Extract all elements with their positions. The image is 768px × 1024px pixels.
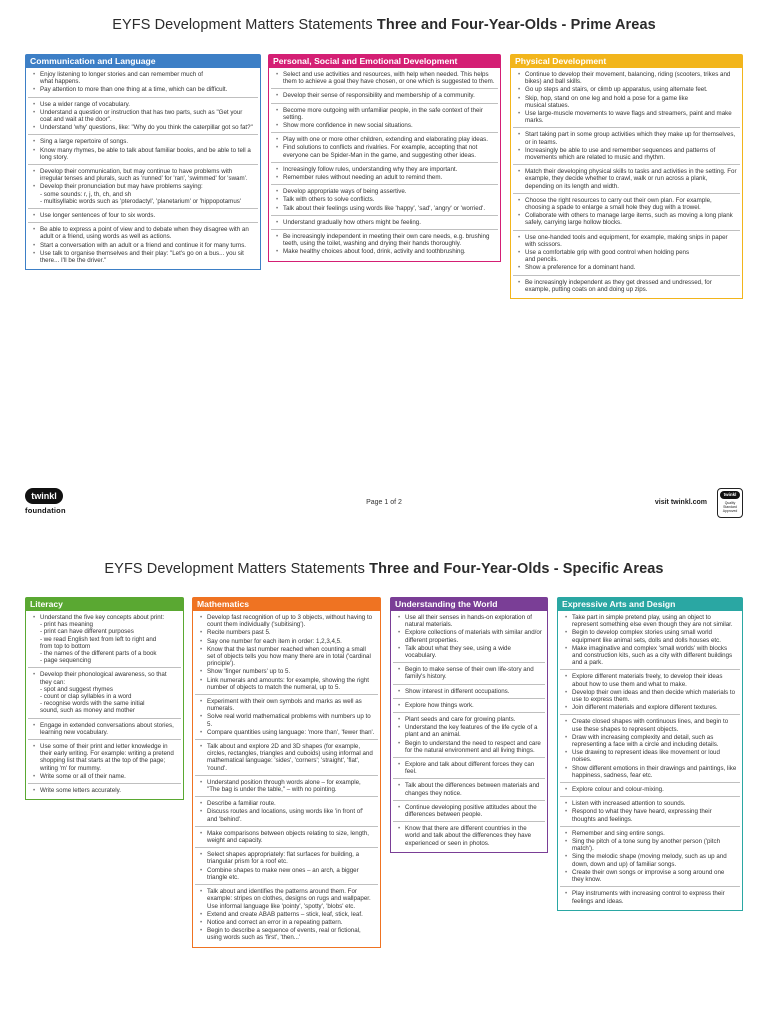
statement-group	[28, 209, 258, 223]
statement-group	[195, 695, 378, 740]
title-emphasis: Three and Four-Year-Olds - Prime Areas	[376, 17, 656, 33]
area-statements	[268, 68, 501, 262]
statement-group	[560, 783, 740, 797]
statement-item: • Know that the last number reached when counting a small set of objects tells you how many there are in total ('cardinal principle').	[198, 646, 375, 668]
statement-item: • Explore and talk about different forces they can feel.	[396, 761, 542, 775]
area-column-personal-social-and-emotional-development	[268, 54, 501, 262]
area-column-literacy	[25, 597, 184, 800]
area-header: Literacy	[25, 597, 184, 611]
statement-item: • Compare quantities using language: 'more than', 'fewer than'.	[198, 729, 375, 736]
statement-item: • Show different emotions in their drawings and paintings, like happiness, sadness, fear etc.	[563, 765, 737, 779]
area-header: Communication and Language	[25, 54, 261, 68]
statement-item: • Collaborate with others to manage large items, such as moving a long plank safely, carrying large hollow blocks.	[516, 212, 737, 226]
statement-item: • Develop their communication, but may continue to have problems with irregular tenses and plurals, such as 'runned' for 'ran', 'swimmed' for 'swam'.	[31, 168, 255, 182]
area-column-understanding-the-world	[390, 597, 548, 853]
statement-item: • Notice and correct an error in a repeating pattern.	[198, 919, 375, 926]
statement-item: • Play instruments with increasing control to express their feelings and ideas.	[563, 890, 737, 904]
statement-item: • Know many rhymes, be able to talk about familiar books, and be able to tell a long story.	[31, 147, 255, 161]
statement-item: • Understand a question or instruction that has two parts, such as "Get your coat and wait at the door".	[31, 109, 255, 123]
statement-group	[513, 276, 740, 296]
statement-group	[28, 668, 181, 718]
title-emphasis: Three and Four-Year-Olds - Specific Areas	[369, 561, 664, 577]
statement-group	[195, 885, 378, 944]
statement-group	[393, 663, 545, 684]
statement-group	[560, 797, 740, 827]
statement-item: • Develop fast recognition of up to 3 objects, without having to count them individually ('subitising').	[198, 614, 375, 628]
statement-item: • Use all their senses in hands-on exploration of natural materials.	[396, 614, 542, 628]
statement-group	[560, 887, 740, 907]
statement-group	[560, 611, 740, 670]
statement-group	[393, 801, 545, 822]
area-header: Personal, Social and Emotional Development	[268, 54, 501, 68]
statement-group	[513, 231, 740, 276]
badge-caption: Quality Standard Approved	[722, 501, 738, 513]
statement-group	[271, 216, 498, 230]
statement-item: • Show interest in different occupations.	[396, 688, 542, 695]
statement-group	[271, 89, 498, 103]
statement-item: • Sing a large repertoire of songs.	[31, 138, 255, 145]
statement-group	[560, 715, 740, 783]
statement-item: • Talk about their feelings using words like 'happy', 'sad', 'angry' or 'worried'.	[274, 205, 495, 212]
statement-group	[393, 758, 545, 779]
statement-group	[28, 611, 181, 668]
statement-item: • Understand the key features of the life cycle of a plant and an animal.	[396, 724, 542, 738]
statement-item: • Talk about the differences between materials and changes they notice.	[396, 782, 542, 796]
statement-item: • Develop their phonological awareness, so that they can: - spot and suggest rhymes - count or clap syllables in a word - recognise words with the same initial sound, such as money and mother	[31, 671, 178, 714]
area-header: Understanding the World	[390, 597, 548, 611]
page-title-specific-areas	[0, 561, 768, 577]
statement-item: • Develop their sense of responsibility and membership of a community.	[274, 92, 495, 99]
statement-item: • Continue developing positive attitudes about the differences between people.	[396, 804, 542, 818]
statement-item: • Show 'finger numbers' up to 5.	[198, 668, 375, 675]
statement-item: • Talk with others to solve conflicts.	[274, 196, 495, 203]
statement-group	[28, 784, 181, 797]
statement-group	[195, 827, 378, 848]
statement-item: • Solve real world mathematical problems with numbers up to 5.	[198, 713, 375, 727]
statement-group	[393, 713, 545, 758]
statement-item: • Explore how things work.	[396, 702, 542, 709]
statement-group	[28, 68, 258, 98]
statement-item: • Show more confidence in new social situations.	[274, 122, 495, 129]
statement-item: • Explore collections of materials with similar and/or different properties.	[396, 629, 542, 643]
statement-group	[271, 133, 498, 163]
statement-item: • Write some letters accurately.	[31, 787, 178, 794]
statement-item: • Create closed shapes with continuous lines, and begin to use these shapes to represent objects.	[563, 718, 737, 732]
statement-group	[195, 848, 378, 885]
area-column-communication-and-language	[25, 54, 261, 270]
statement-item: • Remember rules without needing an adult to remind them.	[274, 174, 495, 181]
badge-wordmark: twinkl	[720, 491, 740, 499]
statement-item: • Develop their own ideas and then decide which materials to use to express them.	[563, 689, 737, 703]
statement-item: • Choose the right resources to carry out their own plan. For example, choosing a spade to enlarge a small hole they dug with a trowel.	[516, 197, 737, 211]
statement-item: • Create their own songs or improvise a song around one they know.	[563, 869, 737, 883]
statement-item: • Engage in extended conversations about stories, learning new vocabulary.	[31, 722, 178, 736]
statement-item: • Respond to what they have heard, expressing their thoughts and feelings.	[563, 808, 737, 822]
statement-item: • Use a wider range of vocabulary.	[31, 101, 255, 108]
statement-item: • Increasingly be able to use and remember sequences and patterns of movements which are related to music and rhythm.	[516, 147, 737, 161]
statement-group	[513, 68, 740, 128]
statement-group	[195, 776, 378, 797]
statement-item: • Combine shapes to make new ones – an arch, a bigger triangle etc.	[198, 867, 375, 881]
visit-link[interactable]: visit twinkl.com	[654, 499, 707, 506]
statement-group	[513, 128, 740, 165]
area-column-physical-development	[510, 54, 743, 299]
statement-item: • Play with one or more other children, extending and elaborating play ideas.	[274, 136, 495, 143]
statement-item: • Sing the pitch of a tone sung by another person ('pitch match').	[563, 838, 737, 852]
area-statements	[510, 68, 743, 299]
page-title-prime-areas	[0, 17, 768, 33]
area-statements	[557, 611, 743, 911]
statement-item: • Make imaginative and complex 'small worlds' with blocks and construction kits, such as a city with different buildings and a park.	[563, 645, 737, 667]
statement-item: • Develop their pronunciation but may have problems saying: - some sounds: r, j, th, ch, and sh - multisyllabic words such as 'pterodactyl', 'planetarium' or 'hippopotamus'	[31, 183, 255, 205]
statement-item: • Understand gradually how others might be feeling.	[274, 219, 495, 226]
quality-standard-badge	[717, 488, 743, 518]
statement-item: • Understand the five key concepts about print: - print has meaning - print can have different purposes - we read English text from left to right and from top to bottom - the names of the different parts of a book - page sequencing	[31, 614, 178, 664]
statement-item: • Be increasingly independent in meeting their own care needs, e.g. brushing teeth, using the toilet, washing and drying their hands thoroughly.	[274, 233, 495, 247]
statement-item: • Be increasingly independent as they get dressed and undressed, for example, putting coats on and doing up zips.	[516, 279, 737, 293]
statement-item: • Know that there are different countries in the world and talk about the differences they have experienced or seen in photos.	[396, 825, 542, 847]
statement-item: • Sing the melodic shape (moving melody, such as up and down, down and up) of familiar songs.	[563, 853, 737, 867]
statement-group	[393, 779, 545, 800]
area-statements	[25, 611, 184, 800]
statement-group	[560, 670, 740, 715]
area-header: Mathematics	[192, 597, 381, 611]
statement-group	[28, 719, 181, 740]
statement-item: • Increasingly follow rules, understanding why they are important.	[274, 166, 495, 173]
statement-item: • Begin to develop complex stories using small world equipment like animal sets, dolls and dolls houses etc.	[563, 629, 737, 643]
statement-group	[513, 194, 740, 231]
statement-item: • Become more outgoing with unfamiliar people, in the safe context of their setting.	[274, 107, 495, 121]
statement-group	[513, 165, 740, 194]
statement-item: • Understand 'why' questions, like: "Why do you think the caterpillar got so fat?"	[31, 124, 255, 131]
statement-item: • Skip, hop, stand on one leg and hold a pose for a game like musical statues.	[516, 95, 737, 109]
statement-item: • Use drawing to represent ideas like movement or loud noises.	[563, 749, 737, 763]
statement-item: • Begin to understand the need to respect and care for the natural environment and all living things.	[396, 740, 542, 754]
statement-item: • Listen with increased attention to sounds.	[563, 800, 737, 807]
statement-group	[28, 135, 258, 165]
statement-item: • Begin to describe a sequence of events, real or fictional, using words such as 'first', 'then...'	[198, 927, 375, 941]
statement-item: • Talk about and identifies the patterns around them. For example: stripes on clothes, designs on rugs and wallpaper. Use informal language like 'pointy', 'spotty', 'blobs' etc.	[198, 888, 375, 910]
statement-item: • Pay attention to more than one thing at a time, which can be difficult.	[31, 86, 255, 93]
statement-item: • Explore colour and colour-mixing.	[563, 786, 737, 793]
statement-item: • Develop appropriate ways of being assertive.	[274, 188, 495, 195]
statement-group	[393, 699, 545, 713]
statement-group	[393, 685, 545, 699]
statement-group	[28, 740, 181, 784]
statement-group	[271, 104, 498, 134]
statement-item: • Be able to express a point of view and to debate when they disagree with an adult or a friend, using words as well as actions.	[31, 226, 255, 240]
statement-item: • Use longer sentences of four to six words.	[31, 212, 255, 219]
statement-item: • Write some or all of their name.	[31, 773, 178, 780]
area-statements	[192, 611, 381, 948]
page-number: Page 1 of 2	[366, 499, 402, 506]
statement-group	[393, 822, 545, 850]
statement-item: • Show a preference for a dominant hand.	[516, 264, 737, 271]
statement-item: • Enjoy listening to longer stories and can remember much of what happens.	[31, 71, 255, 85]
statement-item: • Match their developing physical skills to tasks and activities in the setting. For example, they decide whether to crawl, walk or run across a plank, depending on its length and width.	[516, 168, 737, 190]
statement-item: • Select and use activities and resources, with help when needed. This helps them to achieve a goal they have chosen, or one which is suggested to them.	[274, 71, 495, 85]
title-prefix: EYFS Development Matters Statements	[104, 561, 370, 577]
statement-item: • Say one number for each item in order: 1,2,3,4,5.	[198, 638, 375, 645]
statement-item: • Describe a familiar route.	[198, 800, 375, 807]
statement-item: • Link numerals and amounts: for example, showing the right number of objects to match the numeral, up to 5.	[198, 677, 375, 691]
statement-item: • Talk about what they see, using a wide vocabulary.	[396, 645, 542, 659]
page-footer	[0, 484, 768, 524]
statement-group	[28, 223, 258, 267]
logo-subtitle: foundation	[25, 506, 66, 515]
title-prefix: EYFS Development Matters Statements	[112, 17, 377, 33]
statement-group	[560, 827, 740, 887]
statement-item: • Go up steps and stairs, or climb up apparatus, using alternate feet.	[516, 86, 737, 93]
statement-group	[271, 163, 498, 185]
statement-item: • Use some of their print and letter knowledge in their early writing. For example: writing a pretend shopping list that starts at the top of the page; writing 'm' for mummy.	[31, 743, 178, 772]
statement-item: • Begin to make sense of their own life-story and family's history.	[396, 666, 542, 680]
statement-item: • Find solutions to conflicts and rivalries. For example, accepting that not everyone can be Spider-Man in the game, and suggesting other ideas.	[274, 144, 495, 158]
statement-item: • Select shapes appropriately: flat surfaces for building, a triangular prism for a roof etc.	[198, 851, 375, 865]
area-column-mathematics	[192, 597, 381, 948]
statement-item: • Draw with increasing complexity and detail, such as representing a face with a circle and including details.	[563, 734, 737, 748]
statement-group	[28, 98, 258, 136]
statement-item: • Use large-muscle movements to wave flags and streamers, paint and make marks.	[516, 110, 737, 124]
statement-group	[195, 740, 378, 776]
statement-item: • Start taking part in some group activities which they make up for themselves, or in teams.	[516, 131, 737, 145]
statement-item: • Continue to develop their movement, balancing, riding (scooters, trikes and bikes) and ball skills.	[516, 71, 737, 85]
area-statements	[390, 611, 548, 853]
statement-item: • Use talk to organise themselves and their play: "Let's go on a bus... you sit there... I'll be the driver."	[31, 250, 255, 264]
statement-item: • Remember and sing entire songs.	[563, 830, 737, 837]
statement-group	[271, 185, 498, 216]
statement-group	[195, 611, 378, 695]
statement-item: • Use a comfortable grip with good control when holding pens and pencils.	[516, 249, 737, 263]
statement-item: • Explore different materials freely, to develop their ideas about how to use them and what to make.	[563, 673, 737, 687]
statement-group	[393, 611, 545, 663]
statement-item: • Understand position through words alone – for example, "The bag is under the table," – with no pointing.	[198, 779, 375, 793]
statement-item: • Start a conversation with an adult or a friend and continue it for many turns.	[31, 242, 255, 249]
statement-item: • Join different materials and explore different textures.	[563, 704, 737, 711]
area-column-expressive-arts-and-design	[557, 597, 743, 911]
statement-item: • Plant seeds and care for growing plants.	[396, 716, 542, 723]
statement-item: • Take part in simple pretend play, using an object to represent something else even though they are not similar.	[563, 614, 737, 628]
area-statements	[25, 68, 261, 270]
area-header: Physical Development	[510, 54, 743, 68]
statement-item: • Make comparisons between objects relating to size, length, weight and capacity.	[198, 830, 375, 844]
statement-item: • Talk about and explore 2D and 3D shapes (for example, circles, rectangles, triangles and cuboids) using informal and mathematical language: 'sides', 'corners'; 'straight', 'flat', 'round'.	[198, 743, 375, 772]
logo-wordmark: twinkl	[25, 488, 63, 504]
statement-item: • Make healthy choices about food, drink, activity and toothbrushing.	[274, 248, 495, 255]
statement-group	[271, 230, 498, 259]
statement-item: • Experiment with their own symbols and marks as well as numerals.	[198, 698, 375, 712]
statement-item: • Discuss routes and locations, using words like 'in front of' and 'behind'.	[198, 808, 375, 822]
statement-item: • Extend and create ABAB patterns – stick, leaf, stick, leaf.	[198, 911, 375, 918]
statement-group	[28, 165, 258, 209]
statement-group	[271, 68, 498, 89]
statement-item: • Recite numbers past 5.	[198, 629, 375, 636]
area-header: Expressive Arts and Design	[557, 597, 743, 611]
statement-group	[195, 797, 378, 827]
statement-item: • Use one-handed tools and equipment, for example, making snips in paper with scissors.	[516, 234, 737, 248]
